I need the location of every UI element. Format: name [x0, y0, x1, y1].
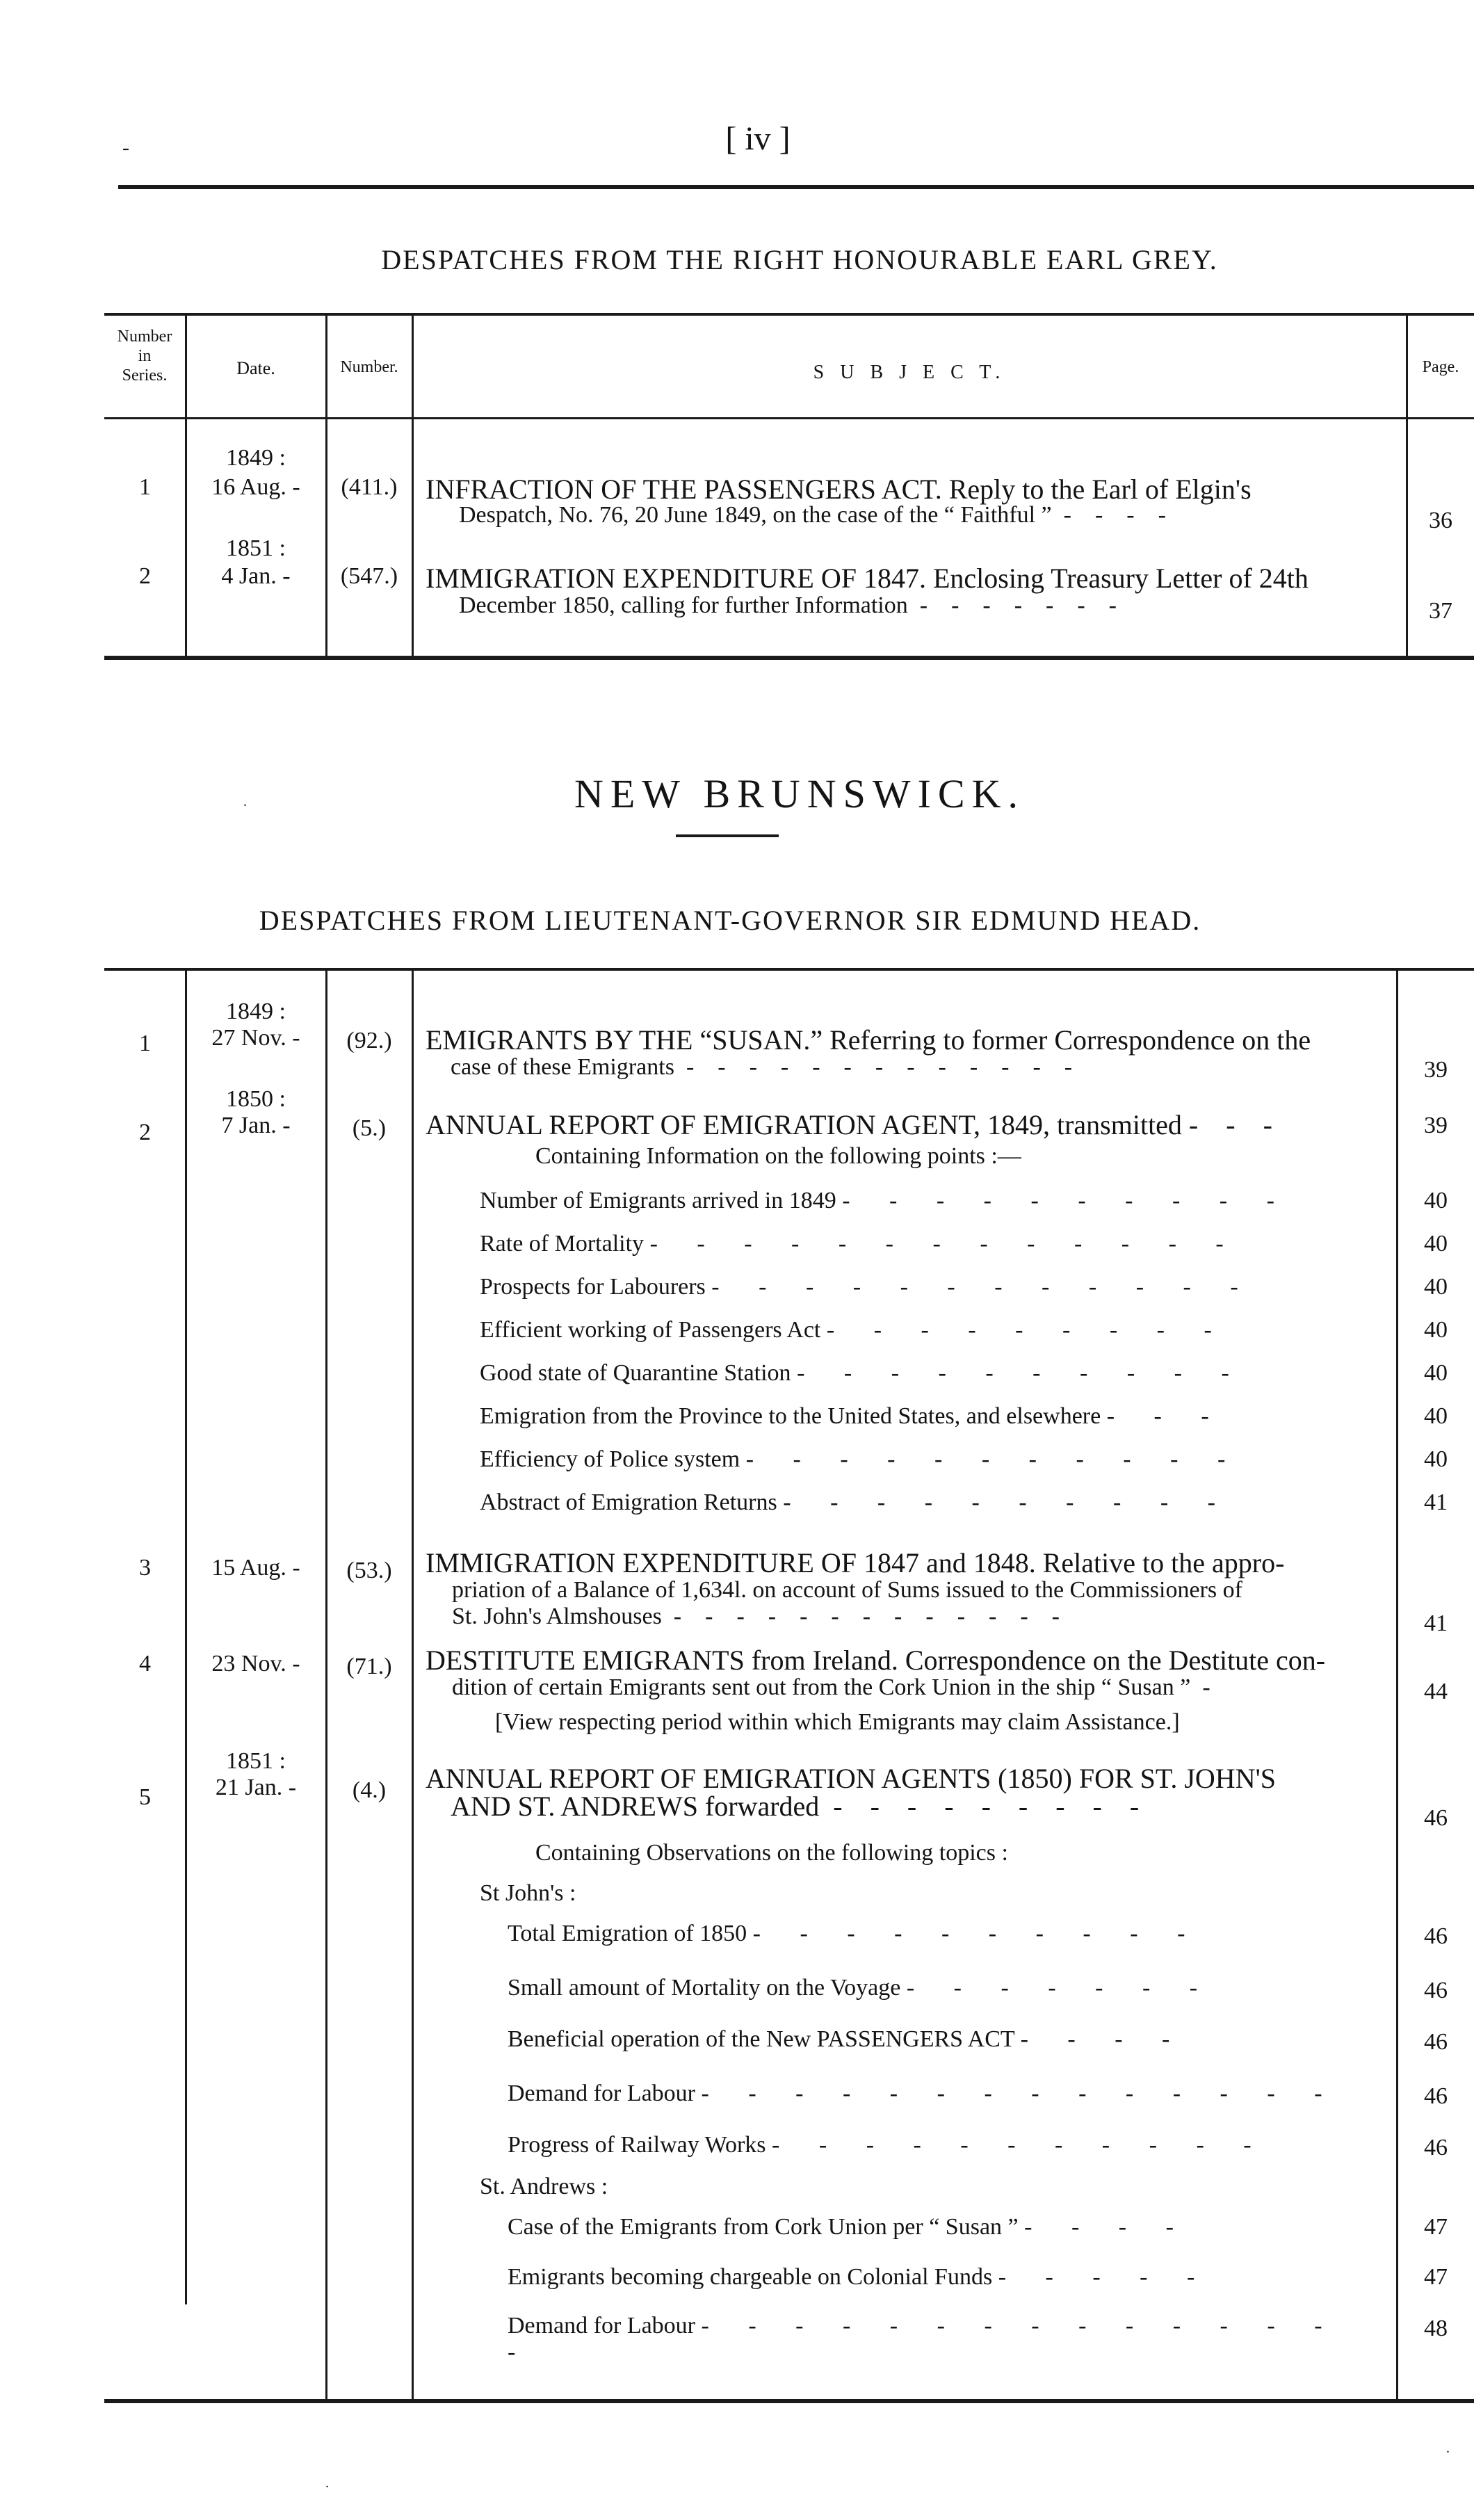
leader-dots: - - - - - - - - - -	[752, 1921, 1202, 1946]
column-header-series-line: Number	[117, 328, 172, 346]
page-ref: 40	[1424, 1274, 1448, 1300]
list-item	[508, 1921, 1384, 1947]
page-ref: 36	[1429, 508, 1452, 533]
page-ref: 37	[1429, 598, 1452, 624]
row-year: 1849 :	[226, 445, 286, 471]
subject-line: IMMIGRATION EXPENDITURE OF 1847 and 1848. Relative to the appro-	[426, 1547, 1285, 1578]
despatch-number: (547.)	[340, 563, 398, 589]
list-item	[508, 1975, 1384, 2001]
despatch-number: (4.)	[352, 1777, 387, 1803]
list-item	[508, 2313, 1384, 2366]
page-ref: 40	[1424, 1231, 1448, 1257]
subject-line: IMMIGRATION EXPENDITURE OF 1847. Enclosing Treasury Letter of 24th	[426, 563, 1309, 594]
list-item-text: Beneficial operation of the New PASSENGERS ACT	[508, 2026, 1015, 2052]
group-heading: St. Andrews :	[480, 2174, 608, 2199]
subject-line: EMIGRANTS BY THE “SUSAN.” Referring to former Correspondence on the	[426, 1024, 1311, 1056]
series-number: 2	[139, 563, 151, 589]
row-date: 21 Jan. -	[215, 1775, 297, 1800]
list-item-text: Good state of Quarantine Station	[480, 1360, 791, 1386]
leader-dots: - - - - - - - - - -	[783, 1489, 1232, 1515]
page-ref: 39	[1424, 1113, 1448, 1138]
leader-dots: - - - - - - -	[906, 1975, 1215, 2001]
row-date: 16 Aug. -	[211, 474, 300, 500]
stray-mark: .	[243, 794, 247, 809]
leader-dots: - - - - - - - - - - -	[745, 1446, 1242, 1472]
row-date: 23 Nov. -	[211, 1651, 300, 1677]
list-item	[508, 2081, 1384, 2107]
subject-intro: Containing Information on the following points :—	[535, 1143, 1021, 1169]
series-number: 4	[139, 1651, 151, 1677]
page-ref: 46	[1424, 2029, 1448, 2055]
subject-line: priation of a Balance of 1,634l. on account of Sums issued to the Commissioners of	[452, 1577, 1242, 1603]
subject-line: DESTITUTE EMIGRANTS from Ireland. Correspondence on the Destitute con-	[426, 1645, 1326, 1676]
series-number: 1	[139, 474, 151, 500]
list-item-text: Demand for Labour	[508, 2081, 696, 2106]
row-year: 1850 :	[226, 1086, 286, 1112]
subject-line: ANNUAL REPORT OF EMIGRATION AGENTS (1850) FOR ST. JOHN'S	[426, 1763, 1277, 1794]
row-date: 7 Jan. -	[221, 1113, 291, 1138]
row-date: 27 Nov. -	[211, 1025, 300, 1051]
list-item	[480, 1317, 1384, 1343]
subject-note: [View respecting period within which Emigrants may claim Assistance.]	[495, 1709, 1180, 1735]
page-ref: 44	[1424, 1679, 1448, 1704]
subject-intro: Containing Observations on the following topics :	[535, 1840, 1008, 1866]
despatch-number: (71.)	[346, 1654, 392, 1679]
row-date: 15 Aug. -	[211, 1555, 300, 1581]
column-header-page: Page.	[1422, 358, 1459, 376]
subject-line: INFRACTION OF THE PASSENGERS ACT. Reply to the Earl of Elgin's	[426, 474, 1252, 505]
subject-line: case of these Emigrants - - - - - - - - - - - - -	[451, 1054, 1073, 1080]
row-year: 1851 :	[226, 1748, 286, 1774]
page-number-header: [ iv ]	[725, 120, 791, 157]
leader-dots: - - - - - - - - - - - - - -	[701, 2081, 1339, 2106]
column-header-series-line: Series.	[122, 366, 168, 385]
despatch-number: (92.)	[346, 1028, 392, 1053]
page-header-dash: -	[122, 136, 129, 159]
table2-bottom-rule	[104, 2399, 1474, 2403]
despatch-number: (53.)	[346, 1558, 392, 1583]
section2-title: DESPATCHES FROM LIEUTENANT-GOVERNOR SIR EDMUND HEAD.	[259, 905, 1201, 936]
list-item	[480, 1446, 1384, 1473]
row-year: 1849 :	[226, 999, 286, 1024]
table1-bottom-rule	[104, 656, 1474, 660]
page-ref: 40	[1424, 1446, 1448, 1472]
table2-col-divider	[185, 969, 187, 2304]
list-item	[508, 2132, 1384, 2158]
subject-line: AND ST. ANDREWS forwarded - - - - - - - - -	[451, 1791, 1140, 1822]
page-ref: 41	[1424, 1489, 1448, 1515]
list-item	[480, 1188, 1384, 1214]
stray-mark: .	[1446, 2441, 1450, 2456]
table1-header-rule	[104, 417, 1474, 419]
column-header-number: Number.	[340, 358, 398, 376]
series-number: 1	[139, 1031, 151, 1056]
list-item	[480, 1489, 1384, 1516]
list-item	[480, 1231, 1384, 1257]
subject-line: Despatch, No. 76, 20 June 1849, on the case of the “ Faithful ” - - - -	[459, 502, 1166, 528]
list-item-text: Small amount of Mortality on the Voyage	[508, 1975, 901, 2001]
despatch-number: (5.)	[352, 1115, 387, 1141]
leader-dots: - - - - -	[998, 2264, 1212, 2290]
list-item	[508, 2264, 1384, 2291]
list-item-text: Rate of Mortality	[480, 1231, 645, 1257]
column-header-subject: S U B J E C T.	[813, 362, 1006, 383]
header-rule	[118, 185, 1474, 189]
list-item-text: Progress of Railway Works	[508, 2132, 766, 2158]
list-item-text: Abstract of Emigration Returns	[480, 1489, 777, 1515]
row-date: 4 Jan. -	[221, 563, 291, 589]
leader-dots: - - - - - - - - - - - - - - -	[508, 2313, 1339, 2365]
subject-line: December 1850, calling for further Information - - - - - - -	[459, 592, 1117, 618]
page-ref: 40	[1424, 1188, 1448, 1213]
list-item-text: Total Emigration of 1850	[508, 1921, 747, 1946]
leader-dots: - - - - - - - - - -	[797, 1360, 1246, 1386]
list-item	[480, 1274, 1384, 1300]
list-item-text: Prospects for Labourers	[480, 1274, 706, 1300]
table2-col-divider	[412, 969, 414, 2400]
leader-dots: - - - - - - - - - - - -	[711, 1274, 1255, 1300]
page-ref: 40	[1424, 1360, 1448, 1386]
leader-dots: - - - - - - - - - -	[842, 1188, 1291, 1213]
list-item-text: Case of the Emigrants from Cork Union per “ Susan ”	[508, 2214, 1019, 2240]
series-number: 3	[139, 1555, 151, 1581]
list-item-text: Demand for Labour	[508, 2313, 696, 2339]
subject-line: St. John's Almshouses - - - - - - - - - - - - -	[452, 1604, 1060, 1629]
leader-dots: - - - - - - - - - - - - -	[649, 1231, 1240, 1257]
page-ref: 46	[1424, 1978, 1448, 2003]
series-number: 2	[139, 1120, 151, 1145]
page-ref: 41	[1424, 1610, 1448, 1636]
page-ref: 46	[1424, 1923, 1448, 1949]
section2-heading: NEW BRUNSWICK.	[574, 771, 1026, 816]
leader-dots: - - - -	[1024, 2214, 1190, 2240]
despatch-number: (411.)	[341, 474, 398, 500]
page-ref: 48	[1424, 2316, 1448, 2341]
page-ref: 39	[1424, 1057, 1448, 1083]
page-ref: 46	[1424, 1805, 1448, 1831]
table2-col-divider	[325, 969, 327, 2400]
group-heading: St John's :	[480, 1880, 576, 1906]
page-ref: 40	[1424, 1403, 1448, 1429]
column-header-series	[104, 327, 185, 385]
list-item-text: Efficient working of Passengers Act	[480, 1317, 821, 1343]
leader-dots: - - - - - - - - -	[826, 1317, 1229, 1343]
subject-line: dition of certain Emigrants sent out from the Cork Union in the ship “ Susan ” -	[452, 1674, 1210, 1700]
list-item	[508, 2214, 1384, 2240]
list-item-text: Emigrants becoming chargeable on Colonial Funds	[508, 2264, 993, 2290]
page-ref: 40	[1424, 1317, 1448, 1343]
page-ref: 46	[1424, 2083, 1448, 2109]
column-header-series-line: in	[138, 347, 152, 365]
leader-dots: - - - - - - - - - - -	[772, 2132, 1268, 2158]
heading-underline	[676, 834, 779, 837]
table1-top-rule	[104, 313, 1474, 316]
column-header-date: Date.	[236, 358, 275, 378]
list-item-text: Efficiency of Police system	[480, 1446, 740, 1472]
list-item-text: Emigration from the Province to the United States, and elsewhere	[480, 1403, 1101, 1429]
list-item-text: Number of Emigrants arrived in 1849	[480, 1188, 836, 1213]
page-ref: 47	[1424, 2214, 1448, 2240]
series-number: 5	[139, 1784, 151, 1810]
page-ref: 47	[1424, 2264, 1448, 2290]
stray-mark: .	[325, 2475, 329, 2491]
section1-title: DESPATCHES FROM THE RIGHT HONOURABLE EARL GREY.	[381, 244, 1218, 275]
list-item	[508, 2026, 1384, 2053]
list-item	[480, 1403, 1384, 1430]
row-year: 1851 :	[226, 535, 286, 561]
list-item	[480, 1360, 1384, 1387]
leader-dots: - - -	[1106, 1403, 1226, 1429]
table2-top-rule	[104, 968, 1474, 971]
page-ref: 46	[1424, 2135, 1448, 2160]
leader-dots: - - - -	[1020, 2026, 1187, 2052]
subject-line: ANNUAL REPORT OF EMIGRATION AGENT, 1849, transmitted - - -	[426, 1109, 1272, 1140]
